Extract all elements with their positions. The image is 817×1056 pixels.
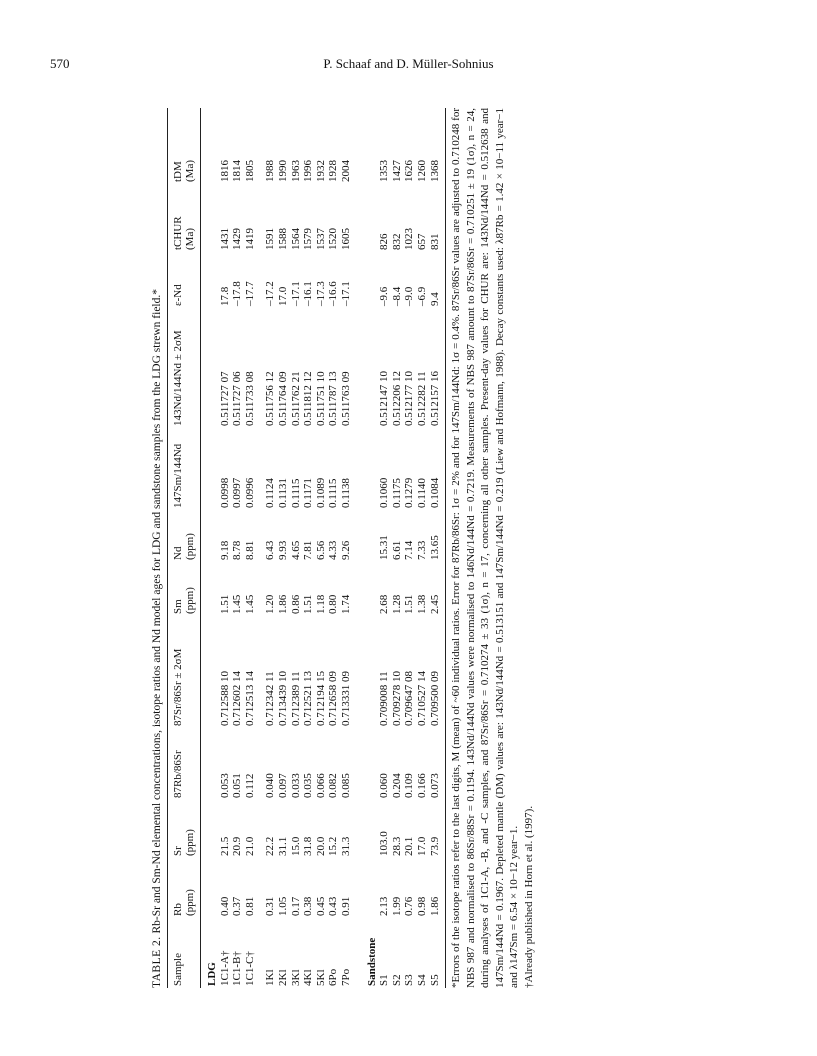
value-cell: 31.1: [276, 836, 289, 856]
table-row: [244, 108, 257, 988]
value-cell: 0.1115: [327, 478, 340, 508]
table-row: [403, 108, 416, 988]
value-cell: 0.511787 13: [327, 371, 340, 426]
table-row: [429, 108, 442, 988]
value-cell: 0.712521 13: [302, 671, 315, 726]
value-cell: 1520: [327, 228, 340, 250]
value-cell: 1564: [289, 228, 302, 250]
value-cell: 0.511727 06: [231, 371, 244, 426]
table-row: [277, 108, 290, 988]
col-tchur: tCHUR (Ma): [172, 216, 196, 250]
value-cell: 0.511756 12: [264, 371, 277, 426]
value-cell: 0.512177 10: [403, 371, 416, 426]
value-cell: 0.98: [415, 896, 428, 916]
value-cell: 1591: [264, 228, 277, 250]
value-cell: 0.166: [415, 773, 428, 798]
value-cell: 0.712588 10: [218, 671, 231, 726]
value-cell: 0.112: [243, 773, 256, 798]
value-cell: 0.712342 11: [264, 671, 277, 726]
col-rb: Rb (ppm): [172, 889, 196, 916]
value-cell: 0.040: [264, 773, 277, 798]
col-sm: Sm (ppm): [172, 587, 196, 614]
sample-cell: 1C1-C†: [243, 951, 256, 986]
value-cell: 1.45: [243, 594, 256, 614]
value-cell: 1431: [218, 228, 231, 250]
value-cell: 0.512147 10: [378, 371, 391, 426]
value-cell: 1805: [243, 160, 256, 182]
value-cell: 1816: [218, 160, 231, 182]
table-row: [315, 108, 328, 988]
value-cell: 0.17: [289, 896, 302, 916]
table-row: [290, 108, 303, 988]
col-tdm: tDM (Ma): [172, 160, 196, 182]
value-cell: 4.65: [289, 540, 302, 560]
value-cell: 0.1175: [390, 478, 403, 508]
value-cell: 0.109: [403, 773, 416, 798]
col-sr-isotope: 87Sr/86Sr ± 2σM: [172, 648, 184, 726]
value-cell: 1588: [276, 228, 289, 250]
value-cell: 0.1131: [276, 478, 289, 508]
value-cell: 17.0: [276, 286, 289, 306]
group-gap: [256, 108, 264, 988]
value-cell: 1.51: [403, 594, 416, 614]
value-cell: 0.0997: [231, 477, 244, 508]
bottom-rule: [445, 108, 446, 988]
value-cell: 0.37: [231, 896, 244, 916]
value-cell: 0.051: [231, 773, 244, 798]
value-cell: 21.5: [218, 836, 231, 856]
value-cell: 0.712602 14: [231, 671, 244, 726]
value-cell: 103.0: [378, 831, 391, 856]
value-cell: 2.68: [378, 594, 391, 614]
sample-cell: 4Kl: [302, 969, 315, 986]
value-cell: 0.1124: [264, 478, 277, 508]
value-cell: 0.511762 21: [289, 371, 302, 426]
value-cell: 0.91: [339, 896, 352, 916]
value-cell: 31.8: [302, 836, 315, 856]
value-cell: 0.1171: [302, 478, 315, 508]
table-row: [391, 108, 404, 988]
value-cell: 0.060: [378, 773, 391, 798]
table-caption: [150, 108, 164, 988]
value-cell: 1.18: [314, 594, 327, 614]
value-cell: 0.066: [314, 773, 327, 798]
value-cell: –8.4: [390, 286, 403, 306]
value-cell: 0.712389 11: [289, 671, 302, 726]
value-cell: 0.712194 15: [314, 671, 327, 726]
value-cell: 1.51: [218, 594, 231, 614]
sample-cell: S2: [390, 974, 403, 986]
value-cell: 0.512157 16: [428, 371, 441, 426]
table-row: [416, 108, 429, 988]
sample-cell: 1C1-A†: [218, 950, 231, 986]
table-caption-text: Rb-Sr and Sm-Nd elemental concentrations, isotope ratios and Nd model ages for LDG and sandstone samples from the LDG strewn field.*: [151, 288, 163, 934]
value-cell: 8.81: [243, 540, 256, 560]
value-cell: 826: [378, 233, 391, 250]
value-cell: 0.1060: [378, 477, 391, 508]
sample-cell: 6Po: [327, 968, 340, 986]
value-cell: 1368: [428, 160, 441, 182]
value-cell: 28.3: [390, 836, 403, 856]
col-epsilon-nd: ε-Nd: [172, 284, 184, 306]
col-sm-nd-ratio: 147Sm/144Nd: [172, 443, 184, 508]
value-cell: –17.1: [289, 281, 302, 306]
value-cell: –17.8: [231, 281, 244, 306]
value-cell: 15.0: [289, 836, 302, 856]
value-cell: 0.31: [264, 896, 277, 916]
value-cell: 22.2: [264, 836, 277, 856]
value-cell: 831: [428, 233, 441, 250]
value-cell: 1.28: [390, 594, 403, 614]
value-cell: 2.45: [428, 594, 441, 614]
value-cell: 0.709008 11: [378, 671, 391, 726]
value-cell: 0.1138: [339, 478, 352, 508]
value-cell: 0.76: [403, 896, 416, 916]
value-cell: 0.1279: [403, 477, 416, 508]
value-cell: 1996: [302, 160, 315, 182]
section-heading-label: LDG: [206, 962, 218, 986]
value-cell: 31.3: [339, 836, 352, 856]
page-number: 570: [50, 56, 70, 71]
value-cell: 0.511733 08: [243, 371, 256, 426]
value-cell: –16.1: [302, 281, 315, 306]
value-cell: 1605: [339, 228, 352, 250]
value-cell: 7.33: [415, 540, 428, 560]
value-cell: –17.7: [243, 281, 256, 306]
value-cell: 1626: [403, 160, 416, 182]
value-cell: 0.1115: [289, 478, 302, 508]
value-cell: –9.6: [378, 286, 391, 306]
sample-cell: 7Po: [339, 968, 352, 986]
value-cell: 0.712513 14: [243, 671, 256, 726]
value-cell: 0.45: [314, 896, 327, 916]
data-table: [167, 108, 441, 988]
value-cell: 1260: [415, 160, 428, 182]
sample-cell: S3: [403, 974, 416, 986]
value-cell: 0.053: [218, 773, 231, 798]
value-cell: 0.713331 09: [339, 671, 352, 726]
value-cell: 9.4: [428, 292, 441, 306]
value-cell: 0.709278 10: [390, 671, 403, 726]
value-cell: 0.085: [339, 773, 352, 798]
value-cell: 1.51: [302, 594, 315, 614]
value-cell: 0.0996: [243, 477, 256, 508]
col-nd: Nd (ppm): [172, 533, 196, 560]
value-cell: 9.18: [218, 540, 231, 560]
value-cell: 1.86: [428, 896, 441, 916]
table-row: [264, 108, 277, 988]
rotated-table-block: [150, 108, 620, 988]
value-cell: 17.8: [218, 286, 231, 306]
table-row: [302, 108, 315, 988]
value-cell: 0.073: [428, 773, 441, 798]
value-cell: 0.0998: [218, 477, 231, 508]
table-footnotes: [449, 108, 537, 988]
value-cell: 0.86: [289, 594, 302, 614]
sample-cell: S5: [428, 974, 441, 986]
value-cell: 1579: [302, 228, 315, 250]
col-rb-sr-ratio: 87Rb/86Sr: [172, 750, 184, 798]
value-cell: 1.74: [339, 594, 352, 614]
value-cell: 0.082: [327, 773, 340, 798]
sample-cell: 1C1-B†: [231, 951, 244, 986]
sample-cell: 3Kl: [289, 969, 302, 986]
value-cell: 1537: [314, 228, 327, 250]
value-cell: 8.78: [231, 540, 244, 560]
value-cell: 6.43: [264, 540, 277, 560]
value-cell: 0.713439 10: [276, 671, 289, 726]
value-cell: 2004: [339, 160, 352, 182]
value-cell: 9.26: [339, 540, 352, 560]
value-cell: 0.512206 12: [390, 371, 403, 426]
value-cell: 0.511764 09: [276, 371, 289, 426]
value-cell: 1.86: [276, 594, 289, 614]
value-cell: 73.9: [428, 836, 441, 856]
value-cell: –16.6: [327, 281, 340, 306]
value-cell: 15.2: [327, 836, 340, 856]
value-cell: 1963: [289, 160, 302, 182]
value-cell: 20.9: [231, 836, 244, 856]
col-sr: Sr (ppm): [172, 829, 196, 856]
table-row: [231, 108, 244, 988]
value-cell: 1932: [314, 160, 327, 182]
value-cell: 0.511763 09: [339, 371, 352, 426]
value-cell: 0.097: [276, 773, 289, 798]
col-nd-isotope: 143Nd/144Nd ± 2σM: [172, 330, 184, 426]
value-cell: 0.80: [327, 594, 340, 614]
value-cell: 1.99: [390, 896, 403, 916]
table-row: [327, 108, 340, 988]
value-cell: 1.20: [264, 594, 277, 614]
table-label: TABLE 2.: [151, 936, 163, 988]
table-body: [201, 108, 442, 988]
sample-cell: 5Kl: [314, 969, 327, 986]
value-cell: 17.0: [415, 836, 428, 856]
footnote-published: †Already published in Horn et al. (1997).: [523, 805, 536, 988]
value-cell: –17.1: [339, 281, 352, 306]
running-head: P. Schaaf and D. Müller-Sohnius: [323, 56, 494, 71]
value-cell: 7.14: [403, 540, 416, 560]
sample-cell: S1: [378, 974, 391, 986]
value-cell: 0.1084: [428, 477, 441, 508]
value-cell: 0.511812 12: [302, 371, 315, 426]
value-cell: 9.93: [276, 540, 289, 560]
value-cell: 1.45: [231, 594, 244, 614]
value-cell: 832: [390, 233, 403, 250]
table-row: [340, 108, 353, 988]
value-cell: 21.0: [243, 836, 256, 856]
value-cell: 0.709647 08: [403, 671, 416, 726]
value-cell: 1419: [243, 228, 256, 250]
value-cell: 1814: [231, 160, 244, 182]
section-heading: [201, 108, 219, 988]
value-cell: 0.81: [243, 896, 256, 916]
value-cell: 1.38: [415, 594, 428, 614]
value-cell: 657: [415, 233, 428, 250]
section-heading-label: Sandstone: [365, 937, 378, 986]
sample-cell: 1Kl: [264, 969, 277, 986]
section-gap: [353, 108, 361, 988]
value-cell: 2.13: [378, 896, 391, 916]
value-cell: 1988: [264, 160, 277, 182]
value-cell: 0.511727 07: [218, 371, 231, 426]
value-cell: 6.61: [390, 540, 403, 560]
table-row: [219, 108, 232, 988]
sample-cell: S4: [415, 974, 428, 986]
value-cell: 1928: [327, 160, 340, 182]
col-sample: Sample: [172, 953, 184, 986]
value-cell: 1990: [276, 160, 289, 182]
section-heading: [361, 108, 379, 988]
value-cell: 0.1140: [415, 478, 428, 508]
value-cell: 0.38: [302, 896, 315, 916]
value-cell: 20.1: [403, 836, 416, 856]
value-cell: 0.709500 09: [428, 671, 441, 726]
value-cell: 0.035: [302, 773, 315, 798]
value-cell: 1.05: [276, 896, 289, 916]
value-cell: 0.033: [289, 773, 302, 798]
value-cell: –17.2: [264, 281, 277, 306]
value-cell: 0.40: [218, 896, 231, 916]
value-cell: –9.0: [403, 286, 416, 306]
value-cell: 0.204: [390, 773, 403, 798]
value-cell: 0.710527 14: [415, 671, 428, 726]
value-cell: 0.511751 10: [314, 371, 327, 426]
sample-cell: 2Kl: [276, 969, 289, 986]
value-cell: 0.43: [327, 896, 340, 916]
value-cell: –17.3: [314, 281, 327, 306]
value-cell: 1427: [390, 160, 403, 182]
value-cell: 0.512282 11: [415, 371, 428, 426]
footnote-errors: *Errors of the isotope ratios refer to the last digits, M (mean) of ~60 individual ratios. Error for 87Rb/86Sr: 1σ = 2% and for 147Sm/144Nd: 1σ = 0.4%. 87Sr/86Sr values are adjusted to 0.710248 for NBS 987 and normalised to 86Sr/88Sr = 0.1194. 143Nd/144Nd values were normalised to 146Nd/144Nd = 0.7219. Measurements of NBS 987 amount to 87Sr/86Sr = 0.710251 ± 19 (1σ), n = 24, during analyses of 1C1-A, -B, and -C samples, and 87Sr/86Sr = 0.710274 ± 33 (1σ), n = 17, concerning all other samples. Present-day values for CHUR are: 143Nd/144Nd = 0.512638 and 147Sm/144Nd = 0.1967. Depleted mantle (DM) values are: 143Nd/144Nd = 0.513151 and 147Sm/144Nd = 0.219 (Liew and Hofmann, 1988). Decay constants used: λ87Rb = 1.42 × 10−11 year−1 and λ147Sm = 6.54 × 10−12 year−1.: [450, 108, 521, 988]
value-cell: 1023: [403, 228, 416, 250]
value-cell: 1429: [231, 228, 244, 250]
value-cell: 1353: [378, 160, 391, 182]
value-cell: 15.31: [378, 535, 391, 560]
value-cell: 13.65: [428, 535, 441, 560]
value-cell: 6.56: [314, 540, 327, 560]
value-cell: –6.9: [415, 286, 428, 306]
value-cell: 7.81: [302, 540, 315, 560]
value-cell: 0.1089: [314, 477, 327, 508]
table-row: [378, 108, 391, 988]
value-cell: 4.33: [327, 540, 340, 560]
value-cell: 0.712658 09: [327, 671, 340, 726]
value-cell: 20.0: [314, 836, 327, 856]
header-row: [168, 108, 201, 988]
